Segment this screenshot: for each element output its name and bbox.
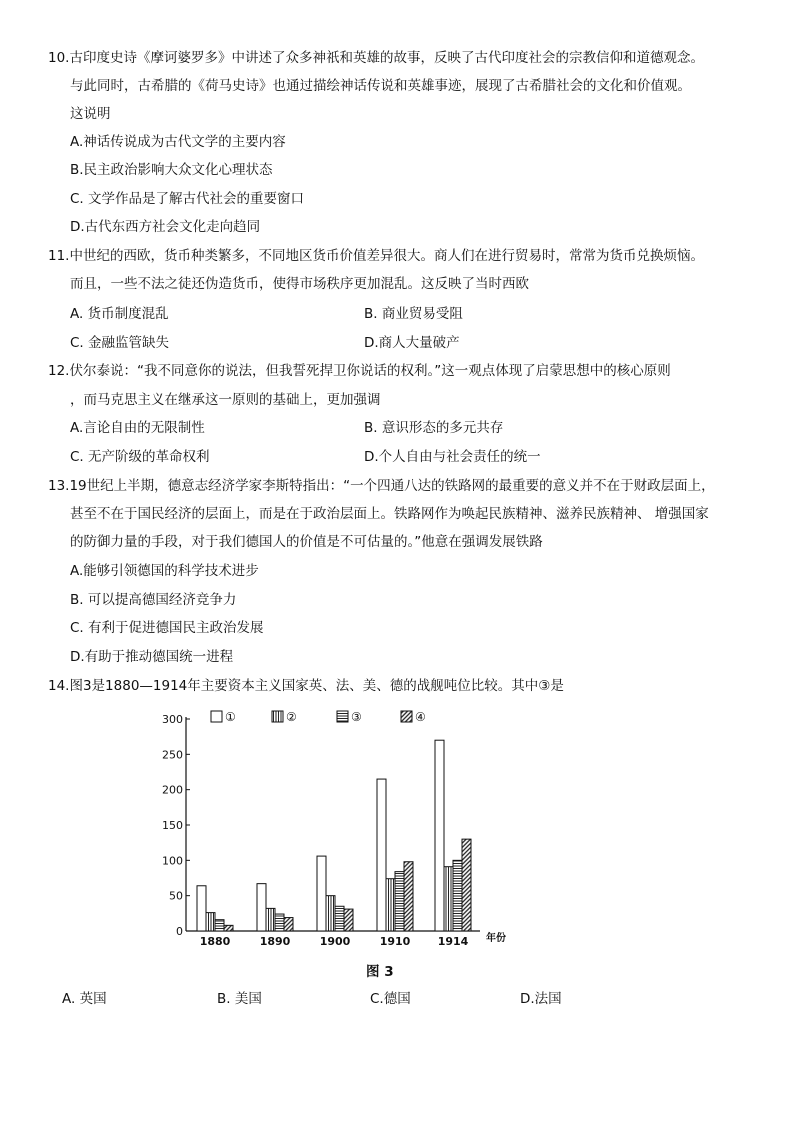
q14-option-d: D.法国: [520, 991, 562, 1007]
q12-option-b: B. 意识形态的多元共存: [364, 420, 504, 436]
q14-option-c: C.德国: [370, 991, 411, 1007]
q10-option-c: C. 文学作品是了解古代社会的重要窗口: [70, 191, 305, 207]
q10-option-a: A.神话传说成为古代文学的主要内容: [70, 134, 286, 150]
bar-1900-series-2: [326, 896, 335, 931]
y-tick-label: 200: [162, 783, 183, 797]
legend-label-3: ③: [351, 710, 362, 724]
tonnage-bar-chart: [150, 700, 530, 955]
q14-option-b: B. 美国: [217, 991, 262, 1007]
q11-option-d: D.商人大量破产: [364, 335, 460, 351]
legend-swatch-4: [401, 711, 412, 722]
q10-option-b: B.民主政治影响大众文化心理状态: [70, 162, 273, 178]
bar-1910-series-1: [377, 779, 386, 931]
bar-1890-series-4: [284, 918, 293, 931]
bar-1880-series-2: [206, 913, 215, 931]
figure-caption: 图 3: [366, 964, 394, 980]
legend-label-1: ①: [225, 710, 236, 724]
bar-1914-series-3: [453, 860, 462, 931]
legend-swatch-2: [272, 711, 283, 722]
bar-1900-series-1: [317, 856, 326, 931]
x-tick-label: 1890: [259, 935, 291, 948]
q12-option-c: C. 无产阶级的革命权利: [70, 449, 210, 465]
y-tick-label: 100: [162, 854, 183, 868]
legend-label-4: ④: [415, 710, 426, 724]
x-tick-label: 1914: [437, 935, 469, 948]
q13-stem-line1: 13.19世纪上半期，德意志经济学家李斯特指出：“一个四通八达的铁路网的最重要的意义并不在于财政层面上，: [48, 478, 715, 494]
bar-1910-series-3: [395, 872, 404, 931]
x-tick-label: 1900: [319, 935, 351, 948]
q12-option-a: A.言论自由的无限制性: [70, 420, 205, 436]
q10-stem-line2: 与此同时，古希腊的《荷马史诗》也通过描绘神话传说和英雄事迹，展现了古希腊社会的文化和价值观。: [70, 78, 691, 94]
bar-1890-series-2: [266, 908, 275, 931]
q10-option-d: D.古代东西方社会文化走向趋同: [70, 219, 261, 235]
bar-1914-series-4: [462, 839, 471, 931]
y-tick-label: 50: [169, 889, 183, 903]
bar-1880-series-3: [215, 920, 224, 931]
q11-stem-line2: 而且，一些不法之徒还伪造货币，使得市场秩序更加混乱。这反映了当时西欧: [70, 276, 529, 292]
q10-stem-line3: 这说明: [70, 106, 111, 122]
bar-1914-series-2: [444, 867, 453, 931]
q13-option-b: B. 可以提高德国经济竞争力: [70, 592, 237, 608]
bar-1910-series-2: [386, 879, 395, 931]
legend-label-2: ②: [286, 710, 297, 724]
q10-stem-line1: 10.古印度史诗《摩诃婆罗多》中讲述了众多神祇和英雄的故事，反映了古代印度社会的宗教信仰和道德观念。: [48, 50, 704, 66]
q12-stem-line1: 12.伏尔泰说：“我不同意你的说法，但我誓死捍卫你说话的权利。”这一观点体现了启蒙思想中的核心原则: [48, 363, 671, 379]
x-tick-label: 1910: [379, 935, 411, 948]
x-axis-label: 年份: [486, 933, 506, 944]
q11-option-a: A. 货币制度混乱: [70, 306, 169, 322]
bar-1890-series-3: [275, 914, 284, 931]
q12-stem-line2: ，而马克思主义在继承这一原则的基础上，更加强调: [70, 392, 381, 408]
x-tick-label: 1880: [199, 935, 231, 948]
legend-swatch-3: [337, 711, 348, 722]
q14-option-a: A. 英国: [62, 991, 107, 1007]
bar-1900-series-3: [335, 906, 344, 931]
q13-stem-line2: 甚至不在于国民经济的层面上，而是在于政治层面上。铁路网作为唤起民族精神、滋养民族精神、 增强国家: [70, 506, 709, 522]
bar-1880-series-4: [224, 925, 233, 931]
q11-stem-line1: 11.中世纪的西欧，货币种类繁多，不同地区货币价值差异很大。商人们在进行贸易时，常常为货币兑换烦恼。: [48, 248, 704, 264]
bar-1900-series-4: [344, 909, 353, 931]
bar-1880-series-1: [197, 886, 206, 931]
q13-stem-line3: 的防御力量的手段，对于我们德国人的价值是不可估量的。”他意在强调发展铁路: [70, 534, 543, 550]
q13-option-d: D.有助于推动德国统一进程: [70, 649, 234, 665]
legend-swatch-1: [211, 711, 222, 722]
q11-option-c: C. 金融监管缺失: [70, 335, 170, 351]
y-tick-label: 0: [176, 925, 183, 938]
q14-stem: 14.图3是1880—1914年主要资本主义国家英、法、美、德的战舰吨位比较。其中③是: [48, 678, 564, 694]
bar-1890-series-1: [257, 884, 266, 931]
y-tick-label: 150: [162, 819, 183, 832]
q13-option-c: C. 有利于促进德国民主政治发展: [70, 620, 264, 636]
q11-option-b: B. 商业贸易受阻: [364, 306, 463, 322]
bar-1914-series-1: [435, 740, 444, 931]
q13-option-a: A.能够引领德国的科学技术进步: [70, 563, 259, 579]
bar-1910-series-4: [404, 862, 413, 931]
y-tick-label: 250: [162, 748, 183, 762]
y-tick-label: 300: [162, 713, 183, 726]
q12-option-d: D.个人自由与社会责任的统一: [364, 449, 541, 465]
